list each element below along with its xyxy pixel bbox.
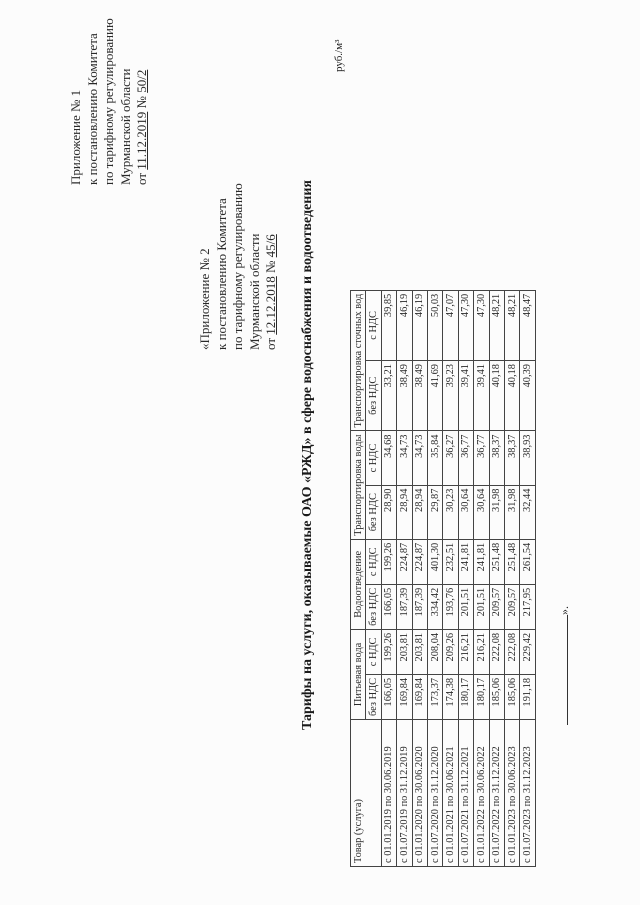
tariff-value-cell: 232,51 xyxy=(443,539,458,584)
period-cell: с 01.07.2019 по 31.12.2019 xyxy=(397,720,412,867)
table-row xyxy=(520,290,535,866)
table-row xyxy=(443,290,458,866)
tariff-value-cell: 193,76 xyxy=(443,584,458,629)
tariff-value-cell: 39,23 xyxy=(443,361,458,431)
tariff-value-cell: 217,95 xyxy=(520,584,535,629)
tariff-value-cell: 34,68 xyxy=(381,431,396,485)
tariff-value-cell: 36,27 xyxy=(443,431,458,485)
date-prefix: от xyxy=(263,334,278,350)
subheader-with-vat: с НДС xyxy=(366,431,381,485)
column-header-item: Товар (услуга) xyxy=(351,720,382,867)
tariff-value-cell: 216,21 xyxy=(458,629,473,674)
column-group-drinking-water: Питьевая вода xyxy=(351,629,366,719)
tariff-value-cell: 180,17 xyxy=(458,674,473,719)
tariff-value-cell: 28,94 xyxy=(397,485,412,539)
tariff-value-cell: 30,23 xyxy=(443,485,458,539)
tariff-value-cell: 401,30 xyxy=(427,539,442,584)
tariff-value-cell: 38,93 xyxy=(520,431,535,485)
tariff-value-cell: 251,48 xyxy=(489,539,504,584)
number-prefix: № xyxy=(263,257,278,277)
period-cell: с 01.01.2022 по 30.06.2022 xyxy=(474,720,489,867)
tariff-value-cell: 28,90 xyxy=(381,485,396,539)
appendix-header-line: Приложение № 1 xyxy=(68,89,83,185)
tariff-value-cell: 224,87 xyxy=(412,539,427,584)
tariff-value-cell: 30,64 xyxy=(474,485,489,539)
tariff-value-cell: 47,07 xyxy=(443,290,458,360)
decree-date: 11.12.2019 xyxy=(134,111,149,170)
tariff-value-cell: 38,49 xyxy=(412,361,427,431)
tariff-value-cell: 334,42 xyxy=(427,584,442,629)
tariff-value-cell: 46,19 xyxy=(397,290,412,360)
tariff-value-cell: 48,47 xyxy=(520,290,535,360)
tariff-value-cell: 36,77 xyxy=(458,431,473,485)
table-row xyxy=(397,290,412,866)
subheader-without-vat: без НДС xyxy=(366,674,381,719)
tariff-value-cell: 229,42 xyxy=(520,629,535,674)
appendix-header-line: Мурманской области xyxy=(117,68,133,185)
tariff-value-cell: 201,51 xyxy=(458,584,473,629)
tariff-value-cell: 241,81 xyxy=(474,539,489,584)
table-row xyxy=(458,290,473,866)
column-group-sewage-transport: Транспортировка сточных вод xyxy=(351,290,366,431)
tariff-value-cell: 199,26 xyxy=(381,539,396,584)
column-group-water-transport: Транспортировка воды xyxy=(351,431,366,539)
appendix-header-line: Мурманской области xyxy=(246,233,262,350)
date-prefix: от xyxy=(134,169,149,185)
tariff-value-cell: 39,85 xyxy=(381,290,396,360)
appendix-header-new xyxy=(68,18,151,185)
tariff-value-cell: 50,03 xyxy=(427,290,442,360)
tariff-value-cell: 166,05 xyxy=(381,584,396,629)
signature-line xyxy=(567,615,568,725)
tariff-table xyxy=(350,290,536,867)
tariff-value-cell: 180,17 xyxy=(474,674,489,719)
table-row xyxy=(489,290,504,866)
period-cell: с 01.01.2021 по 30.06.2021 xyxy=(443,720,458,867)
appendix-date-line xyxy=(263,183,280,350)
tariff-value-cell: 38,49 xyxy=(397,361,412,431)
tariff-value-cell: 169,84 xyxy=(397,674,412,719)
tariff-value-cell: 199,26 xyxy=(381,629,396,674)
table-header-row xyxy=(351,290,366,866)
tariff-value-cell: 208,04 xyxy=(427,629,442,674)
subheader-without-vat: без НДС xyxy=(366,361,381,431)
tariff-value-cell: 187,39 xyxy=(412,584,427,629)
tariff-value-cell: 185,06 xyxy=(504,674,519,719)
closing-quote: ». xyxy=(557,606,571,615)
tariff-value-cell: 48,21 xyxy=(489,290,504,360)
tariff-value-cell: 40,39 xyxy=(520,361,535,431)
tariff-value-cell: 173,37 xyxy=(427,674,442,719)
subheader-with-vat: с НДС xyxy=(366,629,381,674)
period-cell: с 01.07.2023 по 31.12.2023 xyxy=(520,720,535,867)
tariff-value-cell: 185,06 xyxy=(489,674,504,719)
tariff-value-cell: 35,84 xyxy=(427,431,442,485)
tariff-value-cell: 241,81 xyxy=(458,539,473,584)
tariff-value-cell: 187,39 xyxy=(397,584,412,629)
tariff-value-cell: 174,38 xyxy=(443,674,458,719)
tariff-value-cell: 261,54 xyxy=(520,539,535,584)
column-group-wastewater: Водоотведение xyxy=(351,539,366,629)
tariff-value-cell: 47,30 xyxy=(474,290,489,360)
tariff-value-cell: 34,73 xyxy=(397,431,412,485)
tariff-value-cell: 32,44 xyxy=(520,485,535,539)
document-title: Тарифы на услуги, оказываемые ОАО «РЖД» в сфере водоснабжения и водоотведения xyxy=(300,180,315,730)
table-body xyxy=(381,290,535,866)
tariff-value-cell: 203,81 xyxy=(412,629,427,674)
tariff-value-cell: 203,81 xyxy=(397,629,412,674)
appendix-header-old xyxy=(197,183,280,350)
appendix-header-line: по тарифному регулированию xyxy=(230,183,245,350)
tariff-value-cell: 209,57 xyxy=(504,584,519,629)
period-cell: с 01.07.2022 по 31.12.2022 xyxy=(489,720,504,867)
tariff-value-cell: 41,69 xyxy=(427,361,442,431)
tariff-value-cell: 28,94 xyxy=(412,485,427,539)
tariff-value-cell: 34,73 xyxy=(412,431,427,485)
period-cell: с 01.01.2020 по 30.06.2020 xyxy=(412,720,427,867)
tariff-value-cell: 39,41 xyxy=(458,361,473,431)
appendix-header-line: по тарифному регулированию xyxy=(101,18,116,185)
tariff-value-cell: 31,98 xyxy=(489,485,504,539)
decree-number: 45/6 xyxy=(263,234,278,258)
tariff-value-cell: 33,21 xyxy=(381,361,396,431)
appendix-header-line: «Приложение № 2 xyxy=(197,248,212,350)
table-row xyxy=(504,290,519,866)
table-row xyxy=(381,290,396,866)
tariff-value-cell: 222,08 xyxy=(489,629,504,674)
tariff-value-cell: 209,57 xyxy=(489,584,504,629)
appendix-header-line: к постановлению Комитета xyxy=(213,198,229,350)
tariff-value-cell: 166,05 xyxy=(381,674,396,719)
table-row xyxy=(427,290,442,866)
subheader-with-vat: с НДС xyxy=(366,539,381,584)
tariff-value-cell: 31,98 xyxy=(504,485,519,539)
table-row xyxy=(412,290,427,866)
tariff-value-cell: 46,19 xyxy=(412,290,427,360)
subheader-without-vat: без НДС xyxy=(366,485,381,539)
table-row xyxy=(474,290,489,866)
tariff-value-cell: 29,87 xyxy=(427,485,442,539)
tariff-value-cell: 40,18 xyxy=(489,361,504,431)
subheader-with-vat: с НДС xyxy=(366,290,381,360)
tariff-value-cell: 201,51 xyxy=(474,584,489,629)
tariff-value-cell: 48,21 xyxy=(504,290,519,360)
period-cell: с 01.01.2023 по 30.06.2023 xyxy=(504,720,519,867)
unit-label: руб./м³ xyxy=(333,39,345,72)
appendix-date-line xyxy=(134,18,151,185)
tariff-value-cell: 30,64 xyxy=(458,485,473,539)
tariff-value-cell: 224,87 xyxy=(397,539,412,584)
number-prefix: № xyxy=(134,92,149,112)
tariff-value-cell: 251,48 xyxy=(504,539,519,584)
decree-date: 12.12.2018 xyxy=(263,276,278,335)
tariff-value-cell: 38,37 xyxy=(489,431,504,485)
tariff-value-cell: 216,21 xyxy=(474,629,489,674)
tariff-value-cell: 47,30 xyxy=(458,290,473,360)
tariff-value-cell: 38,37 xyxy=(504,431,519,485)
period-cell: с 01.07.2020 по 31.12.2020 xyxy=(427,720,442,867)
appendix-header-line: к постановлению Комитета xyxy=(84,33,100,185)
tariff-value-cell: 36,77 xyxy=(474,431,489,485)
tariff-value-cell: 40,18 xyxy=(504,361,519,431)
tariff-value-cell: 169,84 xyxy=(412,674,427,719)
period-cell: с 01.01.2019 по 30.06.2019 xyxy=(381,720,396,867)
decree-number: 50/2 xyxy=(134,69,149,93)
tariff-value-cell: 209,26 xyxy=(443,629,458,674)
tariff-value-cell: 191,18 xyxy=(520,674,535,719)
subheader-without-vat: без НДС xyxy=(366,584,381,629)
tariff-value-cell: 222,08 xyxy=(504,629,519,674)
tariff-value-cell: 39,41 xyxy=(474,361,489,431)
period-cell: с 01.07.2021 по 31.12.2021 xyxy=(458,720,473,867)
